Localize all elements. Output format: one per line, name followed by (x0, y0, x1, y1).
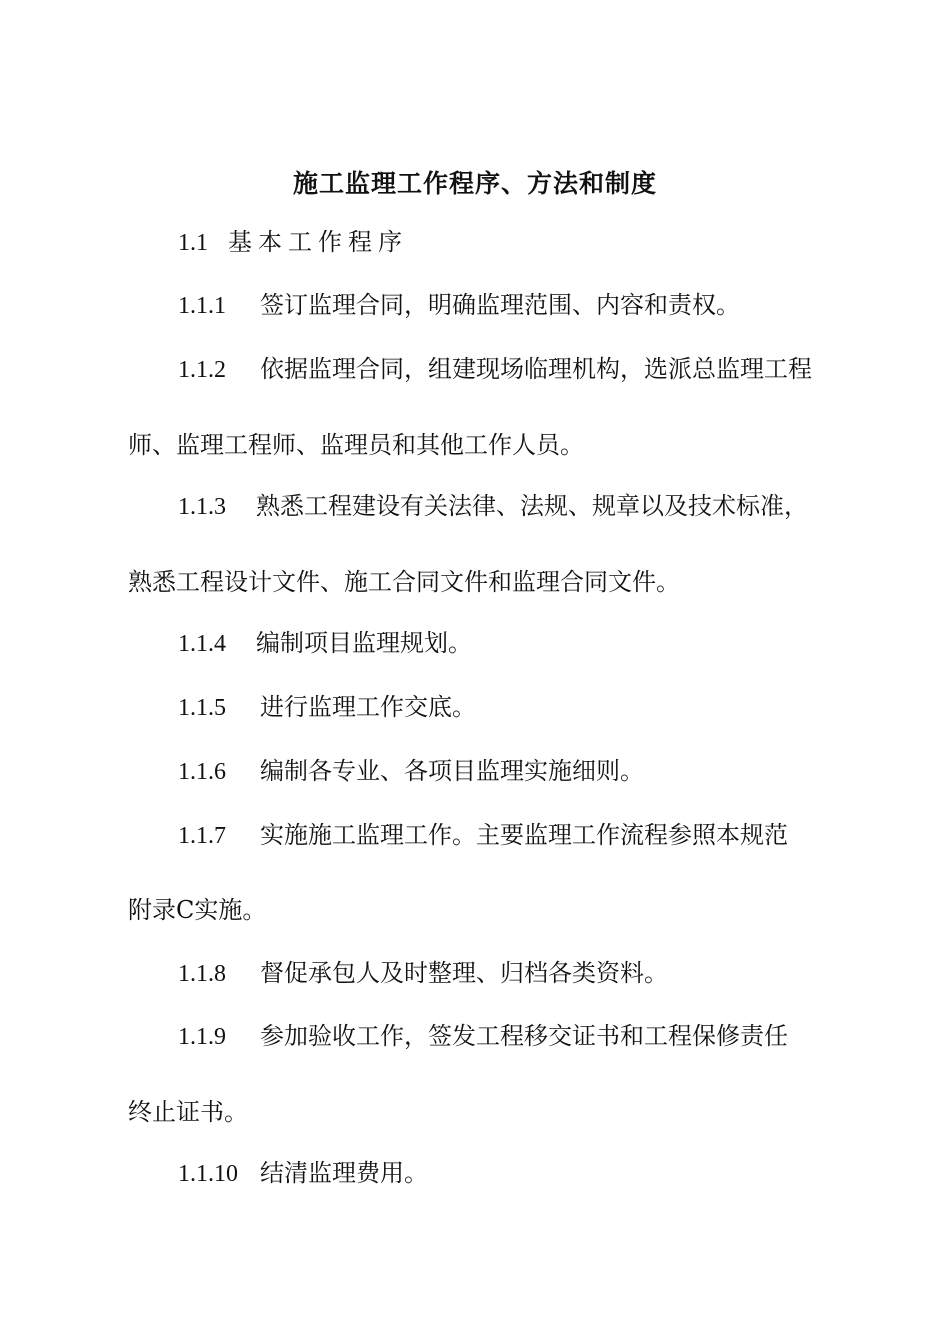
item-number: 1.1.2 (178, 357, 226, 383)
item-number: 1.1.6 (178, 759, 226, 785)
item-text: 进行监理工作交底。 (260, 693, 476, 721)
list-item (178, 623, 472, 658)
list-item (178, 1153, 428, 1188)
item-text: 依据监理合同，组建现场临理机构，选派总监理工程 (260, 355, 812, 383)
item-text: 熟悉工程建设有关法律、法规、规章以及技术标准， (256, 492, 808, 520)
item-number: 1.1.9 (178, 1024, 226, 1050)
list-item (178, 349, 812, 384)
list-item (178, 1016, 788, 1051)
item-text-continuation: 师、监理工程师、监理员和其他工作人员。 (128, 431, 584, 459)
item-text: 编制各专业、各项目监理实施细则。 (260, 757, 644, 785)
list-item (178, 815, 788, 850)
list-item (178, 687, 476, 722)
list-item (178, 953, 668, 988)
item-text: 签订监理合同，明确监理范围、内容和责权。 (260, 291, 740, 319)
item-text: 实施施工监理工作。主要监理工作流程参照本规范 (260, 821, 788, 849)
item-number: 1.1.7 (178, 823, 226, 849)
item-text: 督促承包人及时整理、归档各类资料。 (260, 959, 668, 987)
list-item (178, 285, 740, 320)
item-text-continuation: 终止证书。 (128, 1098, 248, 1126)
section-heading (178, 222, 408, 257)
item-number: 1.1.4 (178, 631, 226, 657)
item-text-continuation: 熟悉工程设计文件、施工合同文件和监理合同文件。 (128, 568, 680, 596)
list-item (178, 486, 808, 521)
item-text: 编制项目监理规划。 (256, 629, 472, 657)
section-heading-text: 基本工作程序 (228, 228, 408, 256)
item-number: 1.1.5 (178, 695, 226, 721)
item-text: 结清监理费用。 (260, 1159, 428, 1187)
item-number: 1.1.10 (178, 1161, 238, 1187)
item-text-continuation: 附录C实施。 (128, 896, 267, 924)
list-item (178, 751, 644, 786)
item-text: 参加验收工作，签发工程移交证书和工程保修责任 (260, 1022, 788, 1050)
item-number: 1.1.1 (178, 293, 226, 319)
item-number: 1.1.8 (178, 961, 226, 987)
section-number: 1.1 (178, 230, 208, 256)
item-number: 1.1.3 (178, 494, 226, 520)
document-title: 施工监理工作程序、方法和制度 (292, 169, 657, 198)
